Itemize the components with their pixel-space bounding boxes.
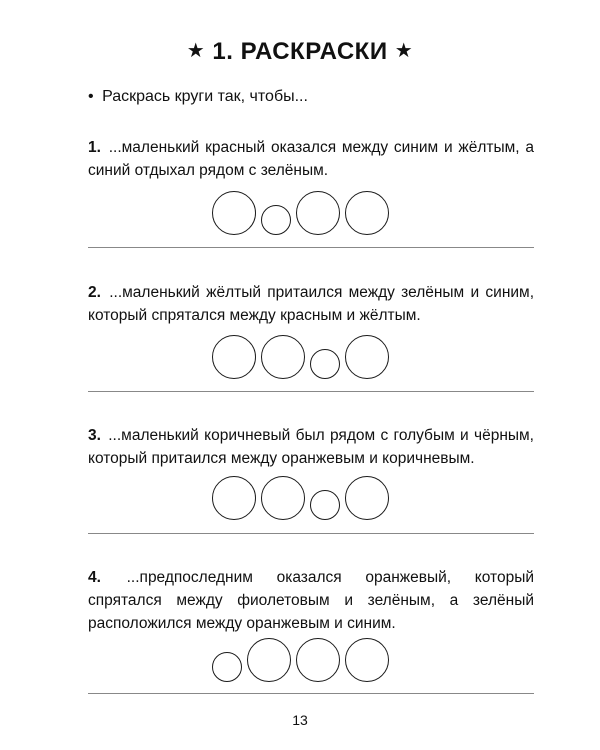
large-circle[interactable] (345, 638, 389, 682)
small-circle[interactable] (310, 490, 340, 520)
large-circle[interactable] (261, 335, 305, 379)
small-circle[interactable] (212, 652, 242, 682)
large-circle[interactable] (345, 476, 389, 520)
large-circle[interactable] (261, 476, 305, 520)
instruction (88, 88, 308, 106)
large-circle[interactable] (212, 476, 256, 520)
divider (88, 391, 534, 392)
page-number: 13 (292, 712, 308, 728)
large-circle[interactable] (345, 335, 389, 379)
large-circle[interactable] (212, 335, 256, 379)
task-3 (88, 424, 534, 470)
task-text: ...маленький красный оказался между синим и жёлтым, а синий отдыхал рядом с зелёным. (88, 139, 534, 179)
task-text: ...маленький коричневый был рядом с голубым и чёрным, который притаился между оранжевым и коричневым. (88, 427, 534, 467)
task-text: ...предпоследним оказался оранжевый, который спрятался между фиолетовым и зелёным, а зелёный расположился между оранжевым и синим. (88, 569, 534, 632)
task-text: ...маленький жёлтый притаился между зелёным и синим, который спрятался между красным и жёлтым. (88, 284, 535, 324)
page-title (0, 38, 600, 66)
large-circle[interactable] (212, 191, 256, 235)
divider (88, 693, 534, 694)
task-number: 1. (88, 139, 101, 156)
large-circle[interactable] (247, 638, 291, 682)
circle-row-4 (0, 632, 600, 682)
task-2 (88, 281, 534, 327)
instruction-text: Раскрась круги так, чтобы... (102, 88, 308, 105)
small-circle[interactable] (310, 349, 340, 379)
large-circle[interactable] (345, 191, 389, 235)
large-circle[interactable] (296, 638, 340, 682)
task-1 (88, 136, 534, 182)
large-circle[interactable] (296, 191, 340, 235)
divider (88, 533, 534, 534)
circle-row-2 (0, 329, 600, 379)
small-circle[interactable] (261, 205, 291, 235)
task-number: 2. (88, 284, 101, 301)
page-title-text: 1. РАСКРАСКИ (212, 38, 388, 65)
divider (88, 247, 534, 248)
task-number: 3. (88, 427, 101, 444)
bullet-icon: • (88, 88, 94, 105)
circle-row-3 (0, 470, 600, 520)
star-left-icon: ★ (186, 40, 206, 62)
task-number: 4. (88, 569, 101, 586)
star-right-icon: ★ (394, 40, 414, 62)
circle-row-1 (0, 185, 600, 235)
task-4 (88, 566, 534, 635)
